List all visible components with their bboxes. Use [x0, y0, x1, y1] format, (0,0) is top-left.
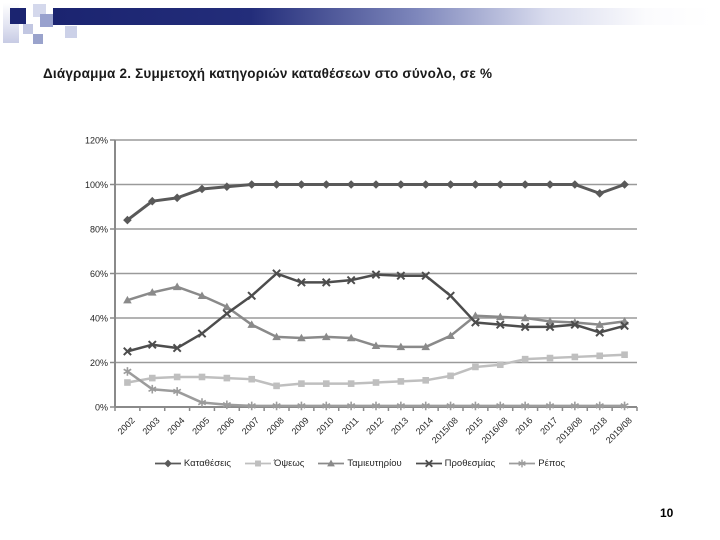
x-tick-label: 2018 — [587, 415, 610, 437]
legend-marker-diamond — [155, 458, 181, 469]
series-2 — [123, 283, 629, 351]
x-tick-label: 2004 — [165, 415, 187, 437]
y-tick-label: 0% — [94, 402, 108, 413]
marker-x — [447, 292, 454, 299]
marker-diamond — [247, 180, 256, 189]
chart-legend — [0, 458, 720, 469]
x-tick-label: 2017 — [538, 415, 560, 437]
y-tick-label: 60% — [89, 269, 108, 279]
legend-marker-x — [416, 458, 442, 469]
marker-square — [522, 356, 529, 363]
y-tick-label: 40% — [89, 313, 108, 324]
marker-square — [323, 380, 330, 387]
marker-diamond — [521, 180, 530, 189]
marker-diamond — [223, 182, 232, 191]
marker-square — [273, 383, 280, 390]
marker-diamond — [571, 180, 580, 189]
x-tick-label: 2012 — [364, 415, 386, 437]
marker-diamond — [421, 180, 430, 189]
y-tick-label: 20% — [89, 358, 108, 368]
marker-square — [373, 379, 380, 386]
y-axis-labels — [85, 136, 108, 413]
x-tick-label: 2005 — [190, 415, 212, 437]
marker-square — [472, 364, 479, 371]
series-1 — [124, 351, 628, 389]
marker-square — [149, 375, 156, 382]
x-tick-label: 2015 — [463, 415, 485, 437]
marker-diamond — [471, 180, 480, 189]
x-tick-label: 2006 — [215, 415, 237, 437]
marker-square — [348, 380, 355, 387]
legend-item-2 — [318, 458, 401, 469]
x-axis-labels — [116, 415, 634, 445]
x-tick-label: 2015/08 — [429, 415, 460, 446]
marker-diamond — [546, 180, 555, 189]
marker-square — [124, 379, 131, 386]
marker-diamond — [620, 180, 629, 189]
marker-diamond — [595, 189, 604, 198]
legend-marker-asterisk — [509, 458, 535, 469]
x-tick-label: 2007 — [239, 415, 262, 437]
marker-square — [572, 354, 579, 361]
marker-square — [298, 380, 305, 387]
slide-title: Διάγραμμα 2. Συμμετοχή κατηγοριών καταθέσεων στο σύνολο, σε % — [43, 66, 493, 81]
x-tick-label: 2018/08 — [554, 415, 585, 446]
x-tick-label: 2014 — [413, 415, 436, 437]
marker-diamond — [173, 194, 182, 203]
marker-square — [174, 374, 181, 381]
marker-square — [422, 377, 429, 384]
marker-diamond — [198, 185, 207, 194]
legend-label: Ρέπος — [538, 458, 566, 469]
legend-label: Προθεσμίας — [444, 458, 496, 469]
x-tick-label: 2016/08 — [479, 415, 510, 446]
marker-diamond — [372, 180, 381, 189]
marker-square — [398, 378, 405, 385]
marker-square — [447, 373, 454, 380]
marker-square — [596, 353, 603, 360]
marker-x — [198, 330, 205, 337]
marker-square — [497, 361, 504, 368]
legend-label: Ταμιευτηρίου — [347, 458, 402, 469]
marker-diamond — [164, 460, 172, 468]
marker-x — [223, 310, 230, 317]
marker-square — [621, 351, 628, 358]
marker-diamond — [347, 180, 356, 189]
x-tick-label: 2008 — [264, 415, 286, 437]
x-tick-label: 2019/08 — [603, 415, 634, 446]
marker-diamond — [272, 180, 281, 189]
marker-diamond — [446, 180, 455, 189]
series-line-3 — [127, 274, 624, 352]
marker-diamond — [322, 180, 331, 189]
legend-marker-square — [245, 458, 271, 469]
marker-diamond — [297, 180, 306, 189]
x-tick-label: 2002 — [115, 415, 137, 437]
x-tick-label: 2003 — [140, 415, 162, 437]
series-0 — [123, 180, 629, 224]
x-tick-label: 2010 — [314, 415, 336, 437]
x-tick-label: 2009 — [289, 415, 311, 437]
legend-item-4 — [509, 458, 565, 469]
legend-label: Καταθέσεις — [183, 458, 231, 469]
x-tick-label: 2016 — [513, 415, 535, 437]
marker-square — [547, 355, 554, 362]
x-tick-label: 2013 — [389, 415, 411, 437]
legend-item-3 — [416, 458, 496, 469]
series-4 — [124, 367, 629, 410]
marker-diamond — [496, 180, 505, 189]
marker-square — [199, 374, 206, 381]
marker-square — [224, 375, 231, 382]
y-tick-label: 120% — [84, 135, 108, 146]
y-tick-label: 100% — [84, 180, 108, 190]
marker-square — [255, 461, 261, 467]
x-tick-label: 2011 — [339, 415, 361, 437]
marker-diamond — [397, 180, 406, 189]
marker-square — [248, 376, 255, 383]
legend-label: Όψεως — [274, 458, 305, 469]
legend-marker-triangle — [318, 458, 344, 469]
legend-item-0 — [155, 458, 231, 469]
marker-x — [248, 292, 255, 299]
legend-item-1 — [245, 458, 304, 469]
y-tick-label: 80% — [89, 224, 108, 235]
page-number: 10 — [660, 506, 674, 520]
